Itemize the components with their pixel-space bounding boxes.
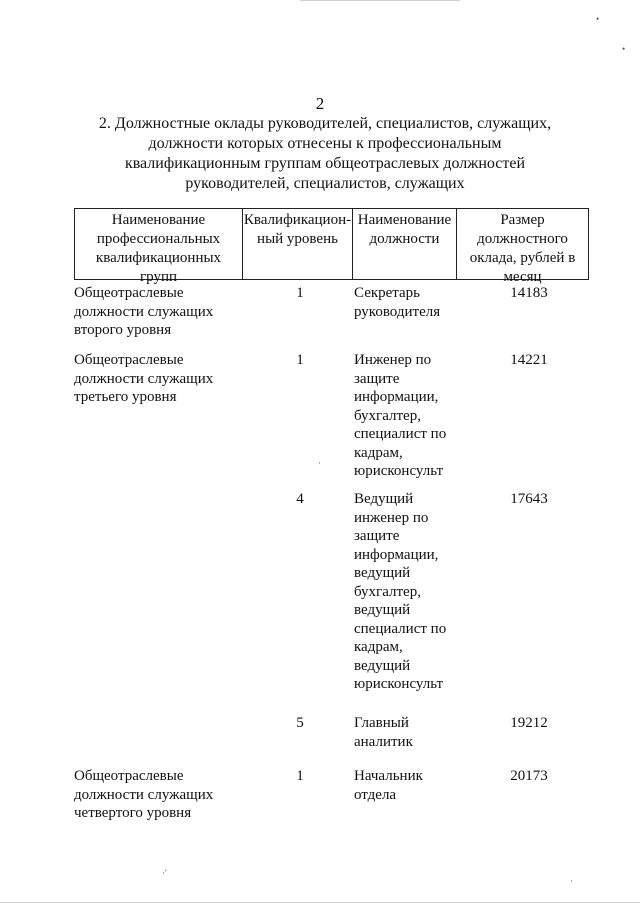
cell-line: второго уровня: [74, 322, 172, 338]
cell-line: кадрам,: [354, 444, 403, 461]
header-line: Наименование: [111, 212, 206, 228]
cell-line: Общеотраслевые: [74, 285, 184, 301]
row-level: 1: [296, 285, 304, 301]
header-line: Размер: [500, 212, 545, 228]
cell-line: Главный: [354, 715, 409, 731]
cell-line: Начальник: [354, 768, 423, 784]
row-position: [354, 490, 464, 694]
header-line: квалификационных: [95, 250, 222, 266]
header-position-name: [353, 209, 457, 279]
row-salary: 19212: [510, 715, 548, 731]
cell-line: специалист по: [354, 426, 447, 442]
cell-line: юрисконсульт: [354, 676, 444, 692]
row-group-name: [74, 351, 244, 407]
scan-speck: ·: [318, 458, 321, 468]
cell-line: Инженер по: [354, 352, 432, 368]
cell-line: бухгалтер,: [354, 583, 421, 600]
row-salary: 17643: [510, 491, 548, 507]
cell-line: аналитик: [354, 733, 413, 750]
row-position: [354, 767, 464, 804]
scan-speck: •: [622, 44, 626, 54]
header-line: ный уровень: [257, 231, 338, 247]
cell-line: инженер по: [354, 509, 429, 526]
scan-speck: ·': [162, 868, 167, 878]
scan-edge-line: [0, 902, 640, 903]
title-line: квалификационным группам общеотраслевых должностей: [124, 155, 526, 172]
row-salary: 14183: [510, 285, 548, 301]
header-line: Квалификацион-: [243, 212, 352, 228]
scan-speck: •: [596, 14, 600, 24]
cell-line: Секретарь: [354, 285, 421, 301]
header-line: месяц: [503, 269, 542, 285]
cell-line: ведущий: [354, 565, 411, 581]
row-group-name: [74, 767, 244, 823]
title-line: должности которых отнесены к профессиональным: [148, 135, 502, 152]
header-line: оклада, рублей в: [469, 250, 576, 266]
row-group-name: [74, 284, 244, 340]
header-qualification-level: [243, 209, 353, 279]
row-position: [354, 351, 464, 481]
cell-line: Общеотраслевые: [74, 352, 184, 368]
header-line: Наименование: [357, 212, 452, 228]
cell-line: кадрам,: [354, 639, 403, 655]
cell-line: защите: [354, 528, 400, 544]
header-line: профессиональных: [96, 231, 221, 247]
row-level: 5: [296, 715, 304, 731]
row-level: 1: [296, 768, 304, 784]
row-position: [354, 284, 464, 321]
title-line: 2. Должностные оклады руководителей, специалистов, служащих,: [98, 115, 552, 132]
row-position: [354, 714, 464, 751]
cell-line: специалист по: [354, 620, 447, 637]
row-level: 4: [296, 491, 304, 507]
cell-line: четвертого уровня: [74, 805, 192, 821]
title-line: руководителей, специалистов, служащих: [185, 175, 465, 192]
table-header: [74, 208, 589, 285]
cell-line: ведущий: [354, 657, 411, 674]
cell-line: ведущий: [354, 602, 411, 618]
row-salary: 14221: [510, 352, 548, 368]
page-number: 2: [315, 94, 325, 113]
row-level: 1: [296, 352, 304, 368]
cell-line: информации,: [354, 389, 439, 405]
cell-line: бухгалтер,: [354, 407, 421, 424]
cell-line: должности служащих: [74, 370, 214, 387]
header-salary: [457, 209, 588, 285]
cell-line: информации,: [354, 546, 439, 563]
section-title: [90, 114, 560, 194]
cell-line: Ведущий: [354, 491, 414, 507]
cell-line: третьего уровня: [74, 389, 177, 405]
cell-line: защите: [354, 370, 400, 387]
header-line: должности: [369, 231, 440, 247]
header-line: групп: [139, 269, 177, 285]
header-group-name: [75, 209, 243, 285]
scan-edge-line: [300, 0, 460, 1]
cell-line: должности служащих: [74, 303, 214, 320]
cell-line: отдела: [354, 786, 397, 803]
cell-line: должности служащих: [74, 786, 214, 803]
cell-line: юрисконсульт: [354, 463, 444, 479]
row-salary: 20173: [510, 768, 548, 784]
cell-line: руководителя: [354, 303, 441, 320]
header-line: должностного: [477, 231, 568, 247]
scan-speck: ·: [570, 876, 573, 886]
cell-line: Общеотраслевые: [74, 768, 184, 784]
